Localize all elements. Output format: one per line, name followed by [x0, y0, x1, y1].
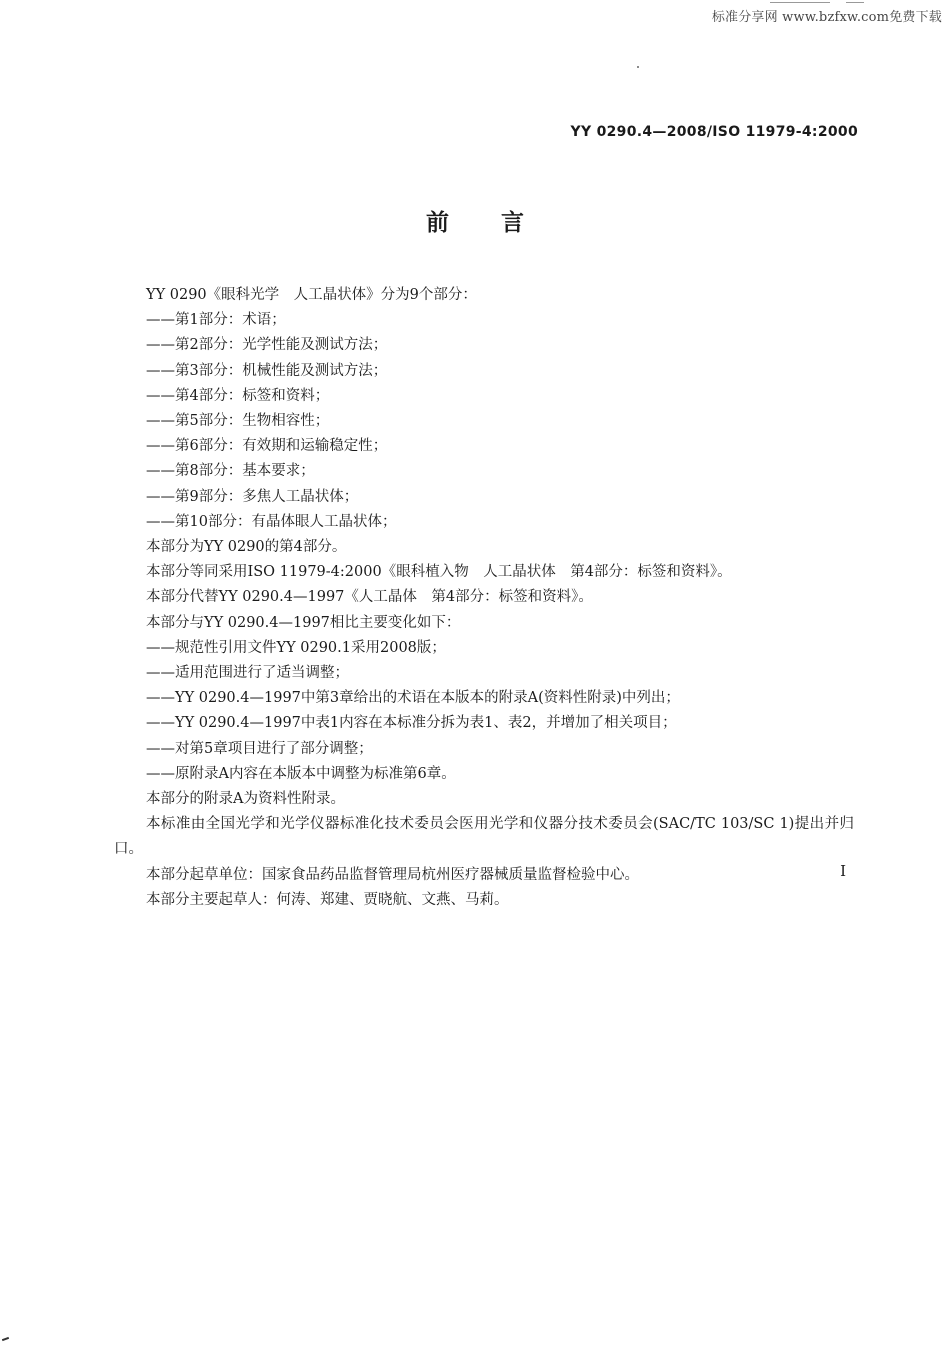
paragraph: 本标准由全国光学和光学仪器标准化技术委员会医用光学和仪器分技术委员会(SAC/TC 103/SC 1)提出并归口。 [114, 816, 854, 858]
list-item: ——第5部分：生物相容性； [146, 413, 330, 430]
paragraph: 本部分等同采用ISO 11979-4:2000《眼科植入物 人工晶状体 第4部分：标签和资料》。 [146, 564, 732, 581]
watermark-rule-2 [846, 2, 864, 3]
paragraph: 本部分代替YY 0290.4—1997《人工晶体 第4部分：标签和资料》。 [146, 589, 593, 606]
list-item: ——原附录A内容在本版本中调整为标准第6章。 [146, 765, 456, 782]
paragraph: 本部分与YY 0290.4—1997相比主要变化如下： [146, 614, 461, 631]
list-item: ——第4部分：标签和资料； [146, 387, 330, 404]
paragraph: 本部分起草单位：国家食品药品监督管理局杭州医疗器械质量监督检验中心。 [146, 866, 639, 883]
scan-speck [637, 66, 639, 68]
list-item: ——第9部分：多焦人工晶状体； [146, 488, 359, 505]
paragraph: 本部分主要起草人：何涛、郑建、贾晓航、文燕、马莉。 [146, 891, 509, 908]
paragraph: 本部分为YY 0290的第4部分。 [146, 539, 347, 556]
scan-artifact [2, 1337, 9, 1341]
watermark-rule-1 [770, 2, 830, 3]
paragraph: 本部分的附录A为资料性附录。 [146, 791, 345, 808]
document-code: YY 0290.4—2008/ISO 11979-4:2000 [570, 124, 858, 140]
list-item: ——第3部分：机械性能及测试方法； [146, 362, 388, 379]
list-item: ——YY 0290.4—1997中第3章给出的术语在本版本的附录A(资料性附录)中列出； [146, 690, 680, 707]
paragraph: YY 0290《眼科光学 人工晶状体》分为9个部分： [146, 287, 477, 303]
list-item: ——第2部分：光学性能及测试方法； [146, 337, 388, 354]
list-item: ——第8部分：基本要求； [146, 463, 315, 480]
page-number: I [840, 862, 846, 880]
page-title: 前言 [426, 210, 576, 236]
list-item: ——第1部分：术语； [146, 312, 286, 329]
list-item: ——YY 0290.4—1997中表1内容在本标准分拆为表1、表2，并增加了相关项目； [146, 715, 677, 732]
watermark-text: 标准分享网 www.bzfxw.com免费下载 [711, 10, 942, 25]
list-item: ——第6部分：有效期和运输稳定性； [146, 438, 388, 455]
list-item: ——规范性引用文件YY 0290.1采用2008版； [146, 639, 446, 656]
list-item: ——第10部分：有晶体眼人工晶状体； [146, 513, 397, 530]
list-item: ——对第5章项目进行了部分调整； [146, 740, 373, 757]
list-item: ——适用范围进行了适当调整； [146, 665, 349, 682]
foreword-body [114, 283, 854, 913]
